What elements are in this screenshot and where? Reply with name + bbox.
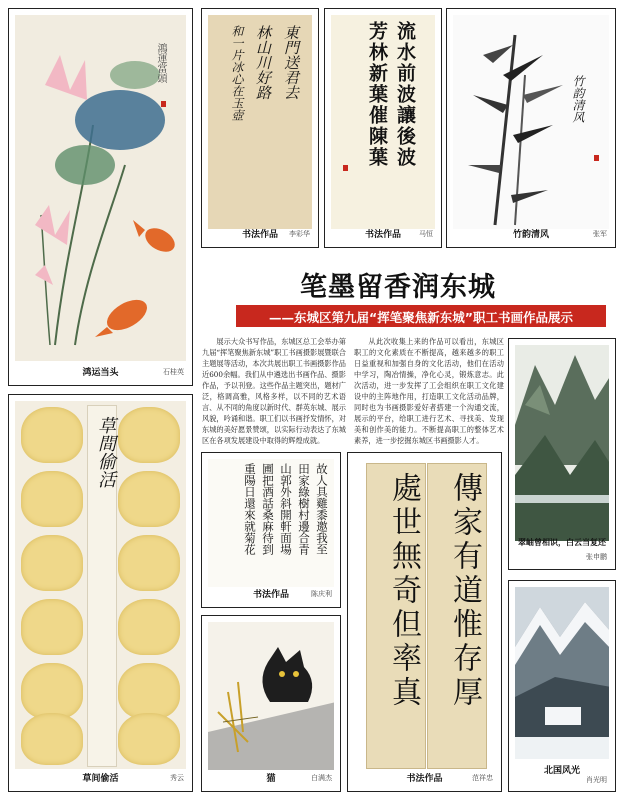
- insect-fans: [15, 401, 186, 769]
- fan-painting: [21, 663, 83, 719]
- work-author: 范祥忠: [472, 774, 493, 782]
- calligraphy-line: 東門送君去: [282, 25, 300, 100]
- work-insects: [8, 394, 193, 792]
- work-author: 张军: [593, 230, 607, 238]
- snow-painting: [515, 587, 609, 759]
- fan-painting: [21, 407, 83, 463]
- fan-painting: [21, 535, 83, 591]
- bamboo-painting: [453, 15, 609, 229]
- calligraphy-line: 流水前波讓後波: [394, 21, 416, 168]
- work-title: 猫: [266, 774, 276, 784]
- caption: [509, 763, 615, 787]
- work-title: 鸿运当头: [82, 368, 119, 378]
- work-author: 张申鹏: [586, 553, 607, 561]
- fan-painting: [21, 471, 83, 527]
- seal-mark: [343, 165, 348, 171]
- page-subtitle: ——东城区第九届“挥笔聚焦新东城”职工书画作品展示: [269, 310, 573, 325]
- caption: [447, 227, 615, 243]
- central-scroll: [87, 405, 117, 767]
- fan-painting: [118, 535, 180, 591]
- calligraphy-line: 田家綠樹村邊合青: [297, 463, 311, 555]
- snow-image: [515, 587, 609, 759]
- couplet-scrolls: [354, 459, 495, 771]
- fan-painting: [118, 713, 180, 765]
- calligraphy-line: 山郭外斜開軒面場: [279, 463, 293, 555]
- work-author: 秀云: [170, 774, 184, 782]
- work-author: 陈庆利: [311, 590, 332, 598]
- scroll-right: [427, 463, 487, 769]
- seal-mark: [594, 155, 599, 161]
- landscape-image: [515, 345, 609, 541]
- calligraphy-line: 圃把酒話桑麻待到: [261, 463, 275, 555]
- work-author: 白满杰: [311, 774, 332, 782]
- calligraphy-scroll: [208, 15, 312, 229]
- fan-painting: [118, 663, 180, 719]
- work-couplet: [347, 452, 502, 792]
- lotus-painting: [15, 15, 186, 361]
- calligraphy-sheet: [208, 459, 334, 587]
- work-title: 书法作品: [252, 590, 289, 600]
- calligraphy-line: 故人具雞黍邀我至: [315, 463, 329, 555]
- caption: [9, 771, 192, 787]
- work-bamboo: [446, 8, 616, 248]
- lotus-inscription: 鴻運當頭: [155, 43, 166, 83]
- work-calligraphy-chenqingli: [201, 452, 341, 608]
- fan-painting: [21, 713, 83, 765]
- calligraphy-line: 芳林新葉催陳葉: [366, 21, 388, 168]
- work-author: 李彩华: [289, 230, 310, 238]
- work-title: 北国风光: [543, 766, 580, 776]
- calligraphy-line: 和一片冰心在玉壺: [230, 25, 244, 121]
- work-author: 马恒: [419, 230, 433, 238]
- cat-painting: [208, 622, 334, 770]
- work-cat: [201, 615, 341, 792]
- caption: [509, 537, 615, 565]
- article-column-1: 展示大众书写作品，东城区总工会举办第九届“挥笔聚焦新东城”职工书画摄影展暨联合主题展等活动，本次共展出职工书画摄影作品近600余幅。我们从中遴选出书画作品、摄影作品，予以刊登。这些作品主题突出，题材广泛，格调高雅，风格多样，以不同的艺术语言、从不同的角度以新时代、群英东城、展示风貌，吟诵和谐。职工们以书画抒发情怀，对东城的美好愿景赞颂，以实际行动表达了东城区在各项发展建设中取得的辉煌成就。: [202, 337, 346, 445]
- work-snow-landscape: [508, 580, 616, 792]
- seal-mark: [161, 101, 166, 107]
- work-title: 翠岫曾相识，白云当复还: [518, 538, 606, 547]
- page-title: 笔墨留香润东城: [300, 272, 496, 303]
- work-author: 肖光明: [586, 776, 607, 784]
- fan-painting: [118, 599, 180, 655]
- work-calligraphy-maheng: [324, 8, 442, 248]
- landscape-painting: [515, 345, 609, 541]
- calligraphy-line: 重陽日還來就菊花: [243, 463, 257, 555]
- subtitle-banner: [236, 305, 606, 327]
- fan-painting: [118, 471, 180, 527]
- couplet-line: 處世無奇但率真: [386, 472, 421, 710]
- bamboo-inscription: 竹韵清风: [571, 75, 585, 123]
- caption: [202, 587, 340, 603]
- work-title: 书法作品: [406, 774, 443, 784]
- calligraphy-line: 林山川好路: [254, 25, 272, 100]
- work-landscape: [508, 338, 616, 570]
- scroll-left: [366, 463, 426, 769]
- caption: [348, 771, 501, 787]
- work-lotus: [8, 8, 193, 386]
- work-title: 草间偷活: [82, 774, 119, 784]
- cat-image: [208, 622, 334, 770]
- work-title: 书法作品: [364, 230, 401, 240]
- caption: [9, 365, 192, 381]
- work-title: 书法作品: [241, 230, 278, 240]
- article-column-2: 从此次收集上来的作品可以看出，东城区职工的文化素质在不断提高，越来越多的职工日益重视和加强自身的文化活动，他们在活动中学习，陶冶情操，净化心灵，锻炼意志。此次活动，进一步发挥了工会组织在职工文化建设中的主阵地作用，打造职工文化活动品牌，同时也为书画摄影爱好者搭建一个沟通交流，展示的平台，给职工进行艺术、寻找美、发现美和创作美的能力。不断提高职工的整体艺术素养，进一步挖掘东城区书画摄影人才。: [354, 337, 504, 445]
- couplet-line: 傳家有道惟存厚: [447, 472, 482, 710]
- work-author: 石桂英: [163, 368, 184, 376]
- caption: [325, 227, 441, 243]
- calligraphy-scroll: [331, 15, 435, 229]
- fan-painting: [118, 407, 180, 463]
- fan-painting: [21, 599, 83, 655]
- scroll-title: 草間偷活: [95, 416, 116, 488]
- work-title: 竹韵清风: [512, 230, 549, 240]
- work-calligraphy-licaihua: [201, 8, 319, 248]
- caption: [202, 227, 318, 243]
- caption: [202, 771, 340, 787]
